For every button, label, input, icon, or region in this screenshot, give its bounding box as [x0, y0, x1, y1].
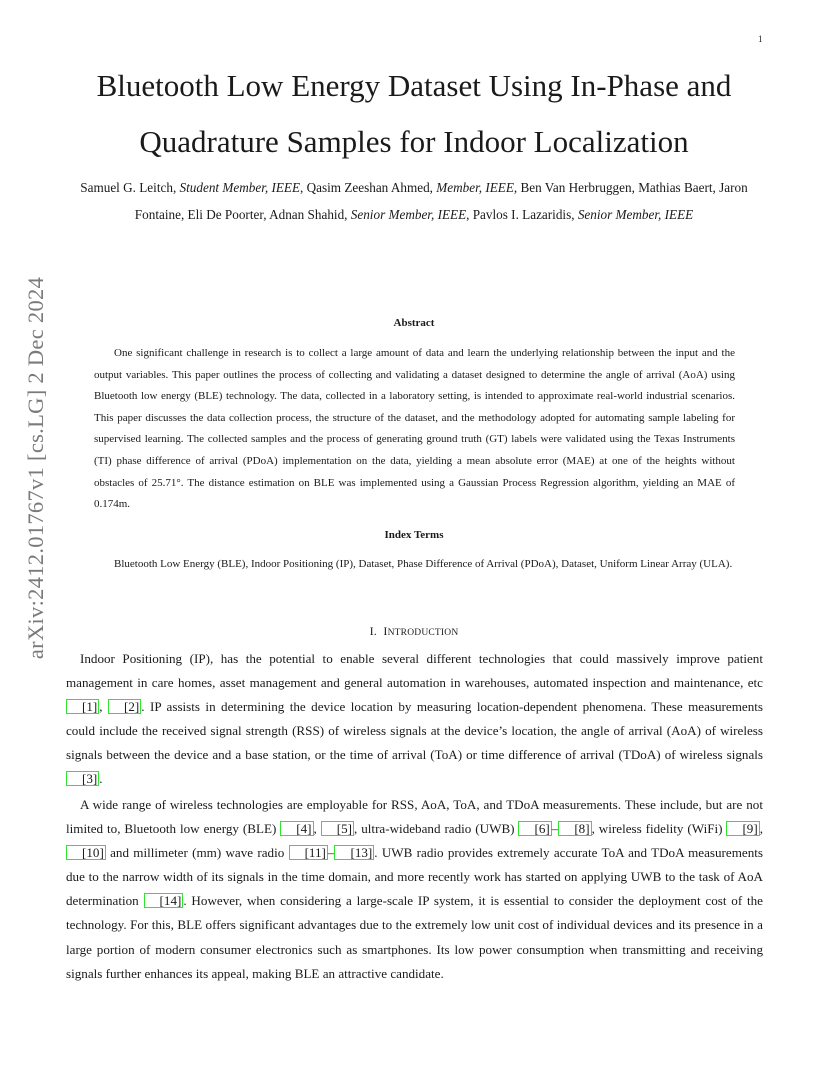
citation-link[interactable]: [14]: [144, 893, 184, 908]
author-name: Ben Van Herbruggen: [520, 180, 632, 195]
citation-link[interactable]: [11]: [289, 845, 328, 860]
index-terms-text: Bluetooth Low Energy (BLE), Indoor Positioning (IP), Dataset, Phase Difference of Arrival (PDoA), Dataset, Uniform Linear Array (ULA).: [114, 558, 733, 570]
author-affiliation: Senior Member, IEEE: [577, 206, 694, 222]
paragraph-text: ,: [759, 821, 763, 837]
author-name: Samuel G. Leitch: [80, 180, 173, 195]
paper-title: Bluetooth Low Energy Dataset Using In-Phase and Quadrature Samples for Indoor Localization: [96, 68, 732, 159]
paragraph-text: ,: [99, 699, 108, 715]
author-name: Pavlos I. Lazaridis: [472, 206, 572, 222]
citation-link[interactable]: [9]: [726, 821, 759, 836]
citation-link[interactable]: [13]: [334, 845, 374, 860]
paragraph-text: . However, when considering a large-scale IP system, it is essential to consider the deployment cost of the technology. For this, BLE offers significant advantages due to the extremely low unit cost of individual devices and its presence in a large portion of modern consumer electronics such as smartphones. Its low power consumption when transmitting and receiving signals further enhances its appeal, making BLE an attractive candidate.: [66, 893, 763, 981]
section-number: I.: [369, 624, 377, 638]
author-affiliation: Member, IEEE: [436, 180, 514, 195]
paragraph-text: .: [99, 771, 103, 787]
paragraph-text: . IP assists in determining the device location by measuring location-dependent phenomena. These measurements could include the received signal strength (RSS) of wireless signals at the device’s location, the angle of arrival (AoA) of wireless signals between the device and a base station, or the time of arrival (ToA) or time difference of arrival (TDoA) of wireless signals: [66, 699, 763, 763]
section-title-rest: NTRODUCTION: [387, 628, 459, 638]
citation-link[interactable]: [3]: [66, 771, 99, 786]
intro-paragraph-2: [66, 793, 763, 986]
citation-link[interactable]: [5]: [321, 821, 354, 836]
paragraph-text: –: [327, 845, 335, 861]
author-list: Samuel G. Leitch, Student Member, IEEE, Qasim Zeeshan Ahmed, Member, IEEE, Ben Van Herbruggen, Mathias Baert, Jaron Fontaine, Eli De Poorter, Adnan Shahid, Senior Member, IEEE, Pavlos I. Lazaridis, Senior Member, IEEE: [80, 180, 748, 222]
citation-link[interactable]: [8]: [558, 821, 591, 836]
author-name: Jaron Fontaine: [134, 180, 748, 222]
paragraph-text: Indoor Positioning (IP), has the potential to enable several different technologies that could massively improve patient management in care homes, asset management and general automation in warehouses, automated inspection and maintenance, etc: [66, 651, 763, 691]
citation-link[interactable]: [1]: [66, 699, 99, 714]
citation-link[interactable]: [6]: [518, 821, 551, 836]
paragraph-text: –: [551, 821, 559, 837]
paragraph-text: , wireless fidelity (WiFi): [591, 821, 727, 837]
abstract-text: One significant challenge in research is to collect a large amount of data and learn the underlying relationship between the input and the output variables. This paper outlines the process of collecting and validating a dataset designed to determine the angle of arrival (AoA) using Bluetooth low energy (BLE) technology. The data, collected in a laboratory setting, is intended to approximate real-world industrial scenarios. This paper discusses the data collection process, the structure of the dataset, and the methodology adopted for automating sample labeling for supervised learning. The collected samples and the process of generating ground truth (GT) labels were validated using the Texas Instruments (TI) phase difference of arrival (PDoA) implementation on the data, yielding a mean absolute error (MAE) at one of the heights without obstacles of 25.71°. The distance estimation on BLE was implemented using a Gaussian Process Regression algorithm, yielding an MAE of 0.174m.: [94, 347, 735, 511]
author-affiliation: Student Member, IEEE: [179, 180, 301, 195]
section-heading-introduction: [0, 624, 828, 639]
paragraph-text: and millimeter (mm) wave radio: [105, 845, 289, 861]
citation-link[interactable]: [10]: [66, 845, 106, 860]
intro-paragraph-1: [66, 647, 763, 792]
paragraph-text: ,: [313, 821, 321, 837]
paragraph-text: . UWB radio provides extremely accurate ToA and TDoA measurements due to the narrow width of its signals in the time domain, and more recently work has started on applying UWB to the task of AoA determination: [66, 845, 763, 909]
section-title-initial: I: [383, 624, 388, 638]
paragraph-text: A wide range of wireless technologies are employable for RSS, AoA, ToA, and TDoA measurements. These include, but are not limited to, Bluetooth low energy (BLE): [66, 797, 763, 837]
arxiv-identifier-stamp: arXiv:2412.01767v1 [cs.LG] 2 Dec 2024: [23, 276, 48, 660]
page-number: 1: [758, 34, 763, 44]
paragraph-text: , ultra-wideband radio (UWB): [354, 821, 519, 837]
author-name: Adnan Shahid: [269, 206, 345, 222]
author-name: Mathias Baert: [638, 180, 713, 195]
citation-link[interactable]: [4]: [280, 821, 313, 836]
citation-link[interactable]: [2]: [108, 699, 141, 714]
author-name: Eli De Poorter: [187, 206, 264, 222]
index-terms-heading: Index Terms: [384, 529, 444, 541]
author-name: Qasim Zeeshan Ahmed: [306, 180, 430, 195]
author-affiliation: Senior Member, IEEE: [350, 206, 467, 222]
abstract-heading: Abstract: [393, 317, 435, 329]
